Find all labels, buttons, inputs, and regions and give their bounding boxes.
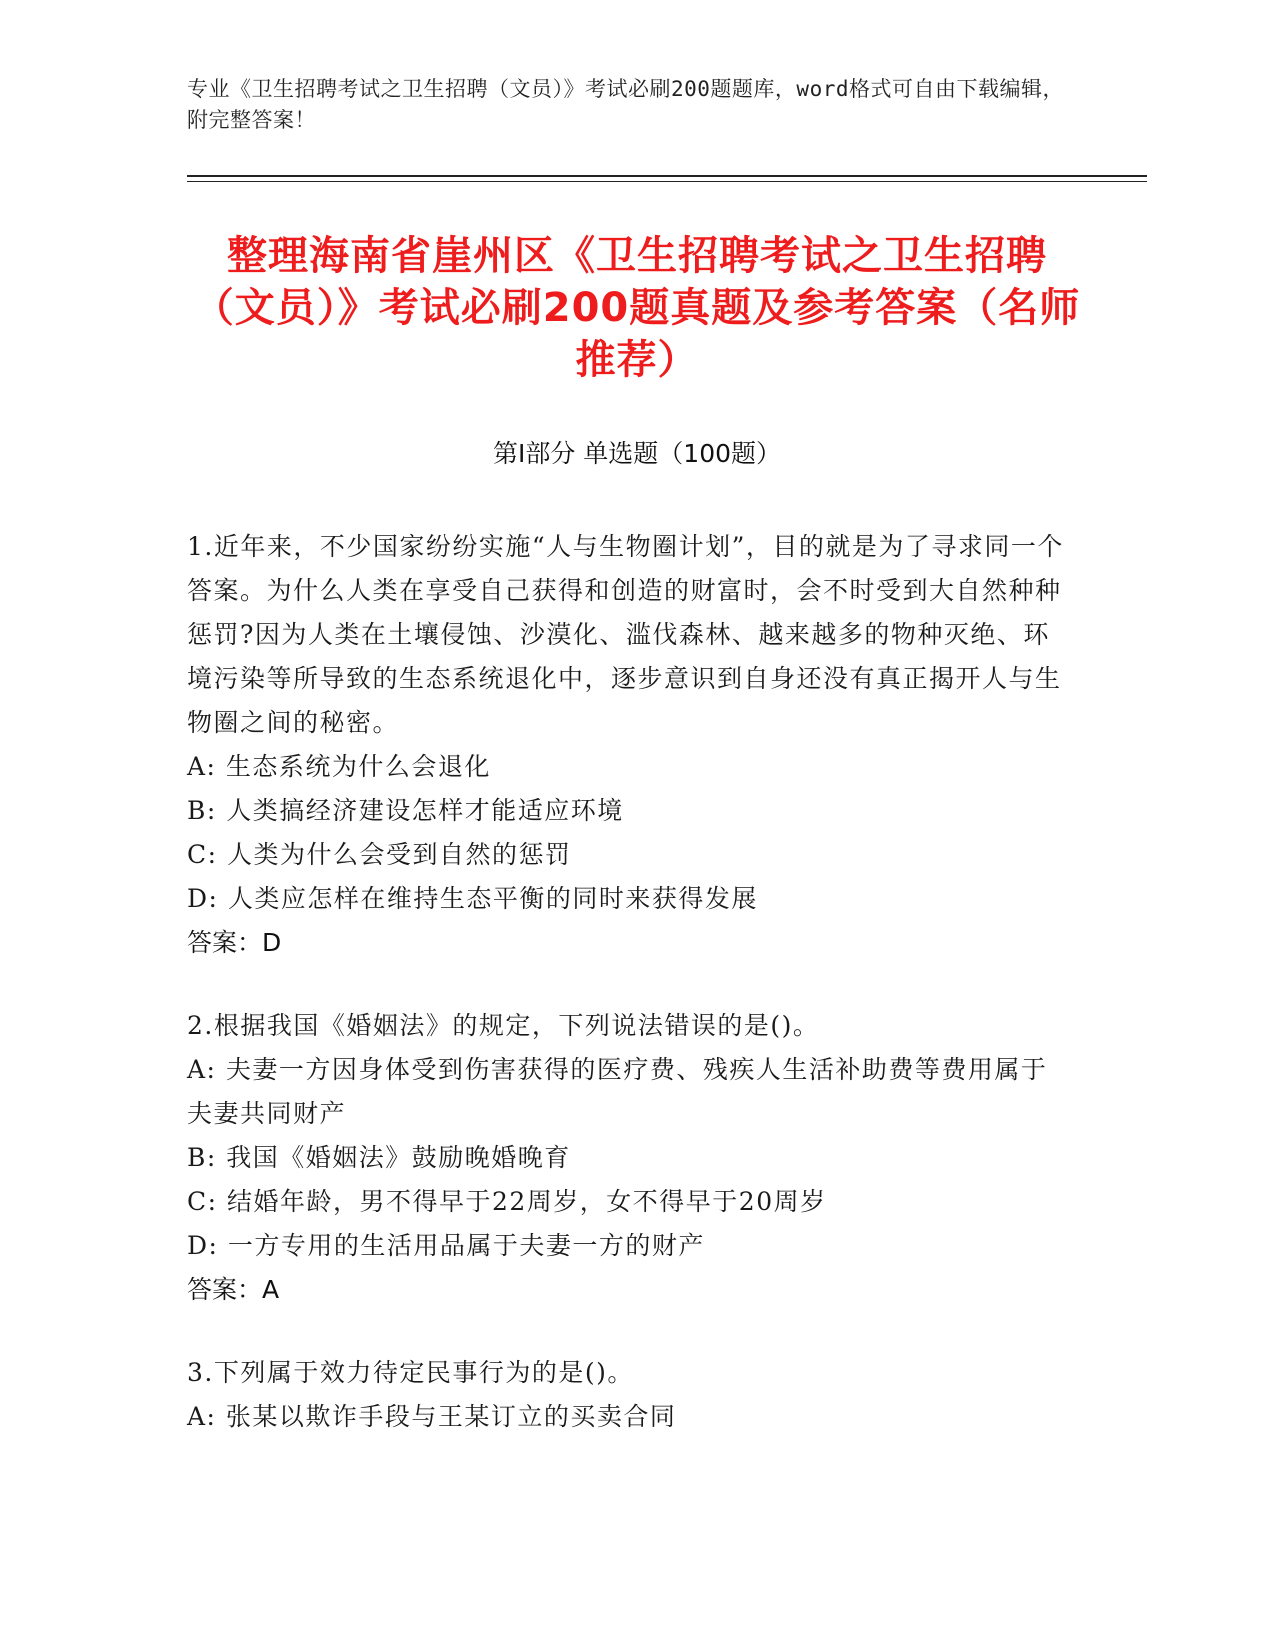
option-b: B: 人类搞经济建设怎样才能适应环境: [187, 796, 624, 825]
question-3: [187, 1351, 1067, 1439]
option-a: A: 生态系统为什么会退化: [187, 752, 491, 781]
answer: 答案：A: [187, 1275, 280, 1304]
question-text: 2.根据我国《婚姻法》的规定，下列说法错误的是()。: [187, 1011, 820, 1040]
header-note: 专业《卫生招聘考试之卫生招聘（文员）》考试必刷200题题库，word格式可自由下载编辑，附完整答案！: [187, 77, 1064, 132]
option-b: B: 我国《婚姻法》鼓励晚婚晚育: [187, 1143, 571, 1172]
header-rule: [187, 175, 1147, 177]
option-a: A: 夫妻一方因身体受到伤害获得的医疗费、残疾人生活补助费等费用属于夫妻共同财产: [187, 1055, 1048, 1128]
option-c: C: 结婚年龄，男不得早于22周岁，女不得早于20周岁: [187, 1187, 827, 1216]
option-d: D: 一方专用的生活用品属于夫妻一方的财产: [187, 1231, 705, 1260]
option-c: C: 人类为什么会受到自然的惩罚: [187, 840, 572, 869]
answer: 答案：D: [187, 928, 282, 957]
section-title: 第Ⅰ部分 单选题（100题）: [492, 439, 782, 468]
question-list: [187, 525, 1067, 1478]
question-text: 1.近年来，不少国家纷纷实施“人与生物圈计划”，目的就是为了寻求同一个答案。为什么人类在享受自己获得和创造的财富时，会不时受到大自然种种惩罚?因为人类在土壤侵蚀、沙漠化、滥伐森林、越来越多的物种灭绝、环境污染等所导致的生态系统退化中，逐步意识到自身还没有真正揭开人与生物圈之间的秘密。: [187, 532, 1064, 737]
question-2: [187, 1004, 1067, 1312]
option-d: D: 人类应怎样在维持生态平衡的同时来获得发展: [187, 884, 758, 913]
option-a: A: 张某以欺诈手段与王某订立的买卖合同: [187, 1402, 677, 1431]
header-rule-thin: [187, 181, 1147, 182]
question-1: [187, 525, 1067, 965]
document-title: 整理海南省崖州区《卫生招聘考试之卫生招聘（文员）》考试必刷200题真题及参考答案（名师推荐）: [193, 233, 1081, 383]
question-text: 3.下列属于效力待定民事行为的是()。: [187, 1358, 634, 1387]
